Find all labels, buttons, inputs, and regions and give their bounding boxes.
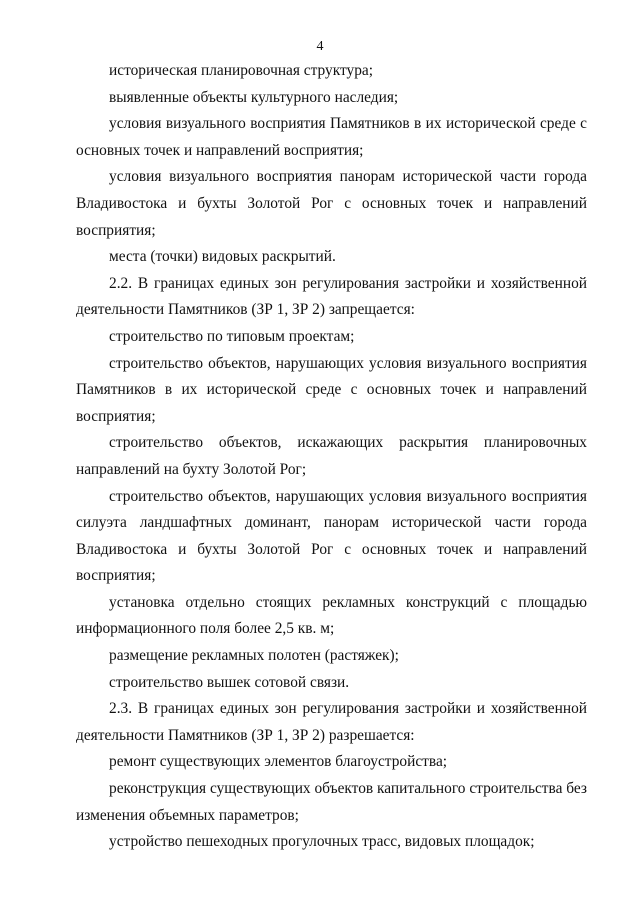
paragraph-reconstruction: реконструкция существующих объектов капитального строительства без изменения объемных параметров; <box>76 780 587 824</box>
paragraph-advertising-banners: размещение рекламных полотен (растяжек); <box>109 647 399 665</box>
paragraph-panorama-perception: условия визуального восприятия панорам исторической части города Владивостока и бухты Золотой Рог с основных точек и направлений восприятия; <box>76 168 587 239</box>
paragraph-planning-structure: историческая планировочная структура; <box>109 62 374 79</box>
paragraph-landscaping-repair: ремонт существующих элементов благоустройства; <box>109 753 448 771</box>
paragraph-violating-silhouette: строительство объектов, нарушающих условия визуального восприятия силуэта ландшафтных доминант, панорам исторической части города Владивостока и бухты Золотой Рог с основных точек и направлений восприятия; <box>76 487 587 585</box>
paragraph-section-2-3: 2.3. В границах единых зон регулирования застройки и хозяйственной деятельности Памятников (ЗР 1, ЗР 2) разрешается: <box>76 700 587 744</box>
paragraph-walking-routes: устройство пешеходных прогулочных трасс, видовых площадок; <box>109 833 535 851</box>
document-body <box>76 58 587 856</box>
paragraph-cell-towers: строительство вышек сотовой связи. <box>109 673 350 691</box>
paragraph-violating-monuments: строительство объектов, нарушающих условия визуального восприятия Памятников в их исторической среде с основных точек и направлений восприятия; <box>76 354 587 425</box>
paragraph-advertising-structures: установка отдельно стоящих рекламных конструкций с площадью информационного поля более 2,5 кв. м; <box>76 593 587 638</box>
paragraph-section-2-2: 2.2. В границах единых зон регулирования застройки и хозяйственной деятельности Памятников (ЗР 1, ЗР 2) запрещается: <box>76 274 587 319</box>
paragraph-viewpoints: места (точки) видовых раскрытий. <box>109 248 336 266</box>
paragraph-heritage-objects: выявленные объекты культурного наследия; <box>109 88 399 106</box>
paragraph-distorting-directions: строительство объектов, искажающих раскрытия планировочных направлений на бухту Золотой Рог; <box>76 434 587 478</box>
paragraph-monuments-perception: условия визуального восприятия Памятников в их исторической среде с основных точек и направлений восприятия; <box>76 115 587 159</box>
page-number: 4 <box>316 39 324 54</box>
paragraph-typical-projects: строительство по типовым проектам; <box>109 327 355 345</box>
